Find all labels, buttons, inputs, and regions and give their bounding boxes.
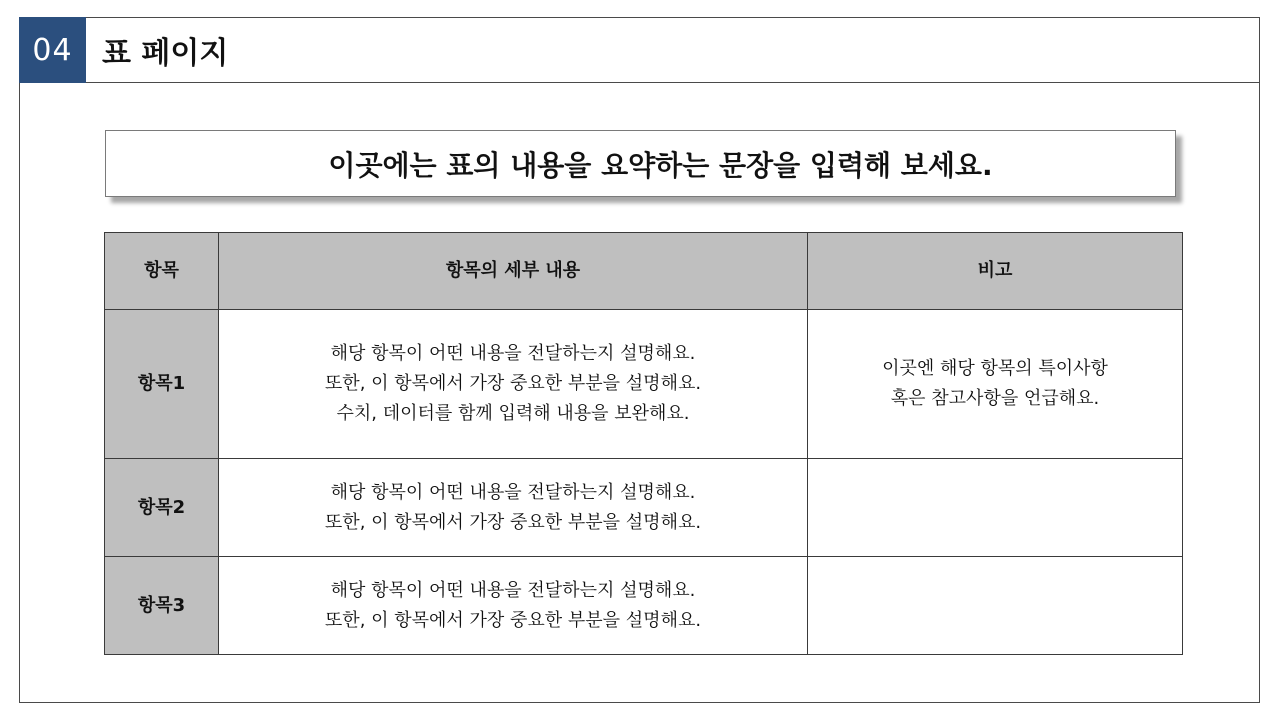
- row-label: 항목1: [105, 310, 219, 459]
- table-row: [105, 310, 1183, 459]
- table-header-row: [105, 233, 1183, 310]
- note-cell: [808, 459, 1183, 557]
- note-line: 혹은 참고사항을 언급해요.: [890, 388, 1100, 409]
- summary-box: [105, 130, 1176, 197]
- detail-cell: [219, 310, 808, 459]
- detail-line: 수치, 데이터를 함께 입력해 내용을 보완해요.: [336, 403, 690, 424]
- detail-line: 해당 항목이 어떤 내용을 전달하는지 설명해요.: [330, 343, 696, 364]
- data-table: [104, 232, 1183, 655]
- detail-line: 또한, 이 항목에서 가장 중요한 부분을 설명해요.: [324, 511, 702, 533]
- detail-line: 해당 항목이 어떤 내용을 전달하는지 설명해요.: [330, 579, 696, 601]
- detail-cell: [219, 459, 808, 557]
- detail-line: 또한, 이 항목에서 가장 중요한 부분을 설명해요.: [324, 373, 702, 394]
- note-cell: [808, 557, 1183, 655]
- table-row: [105, 557, 1183, 655]
- note-line: 이곳엔 해당 항목의 특이사항: [882, 358, 1108, 379]
- detail-cell: [219, 557, 808, 655]
- row-label: 항목3: [105, 557, 219, 655]
- section-number: 04: [19, 17, 86, 83]
- detail-line: 해당 항목이 어떤 내용을 전달하는지 설명해요.: [330, 481, 696, 503]
- column-header-item: 항목: [105, 233, 219, 310]
- note-cell: [808, 310, 1183, 459]
- row-label: 항목2: [105, 459, 219, 557]
- detail-line: 또한, 이 항목에서 가장 중요한 부분을 설명해요.: [324, 609, 702, 631]
- column-header-detail: 항목의 세부 내용: [219, 233, 808, 310]
- summary-text: 이곳에는 표의 내용을 요약하는 문장을 입력해 보세요.: [328, 148, 993, 182]
- page-title: 표 페이지: [102, 36, 229, 71]
- table-row: [105, 459, 1183, 557]
- column-header-note: 비고: [808, 233, 1183, 310]
